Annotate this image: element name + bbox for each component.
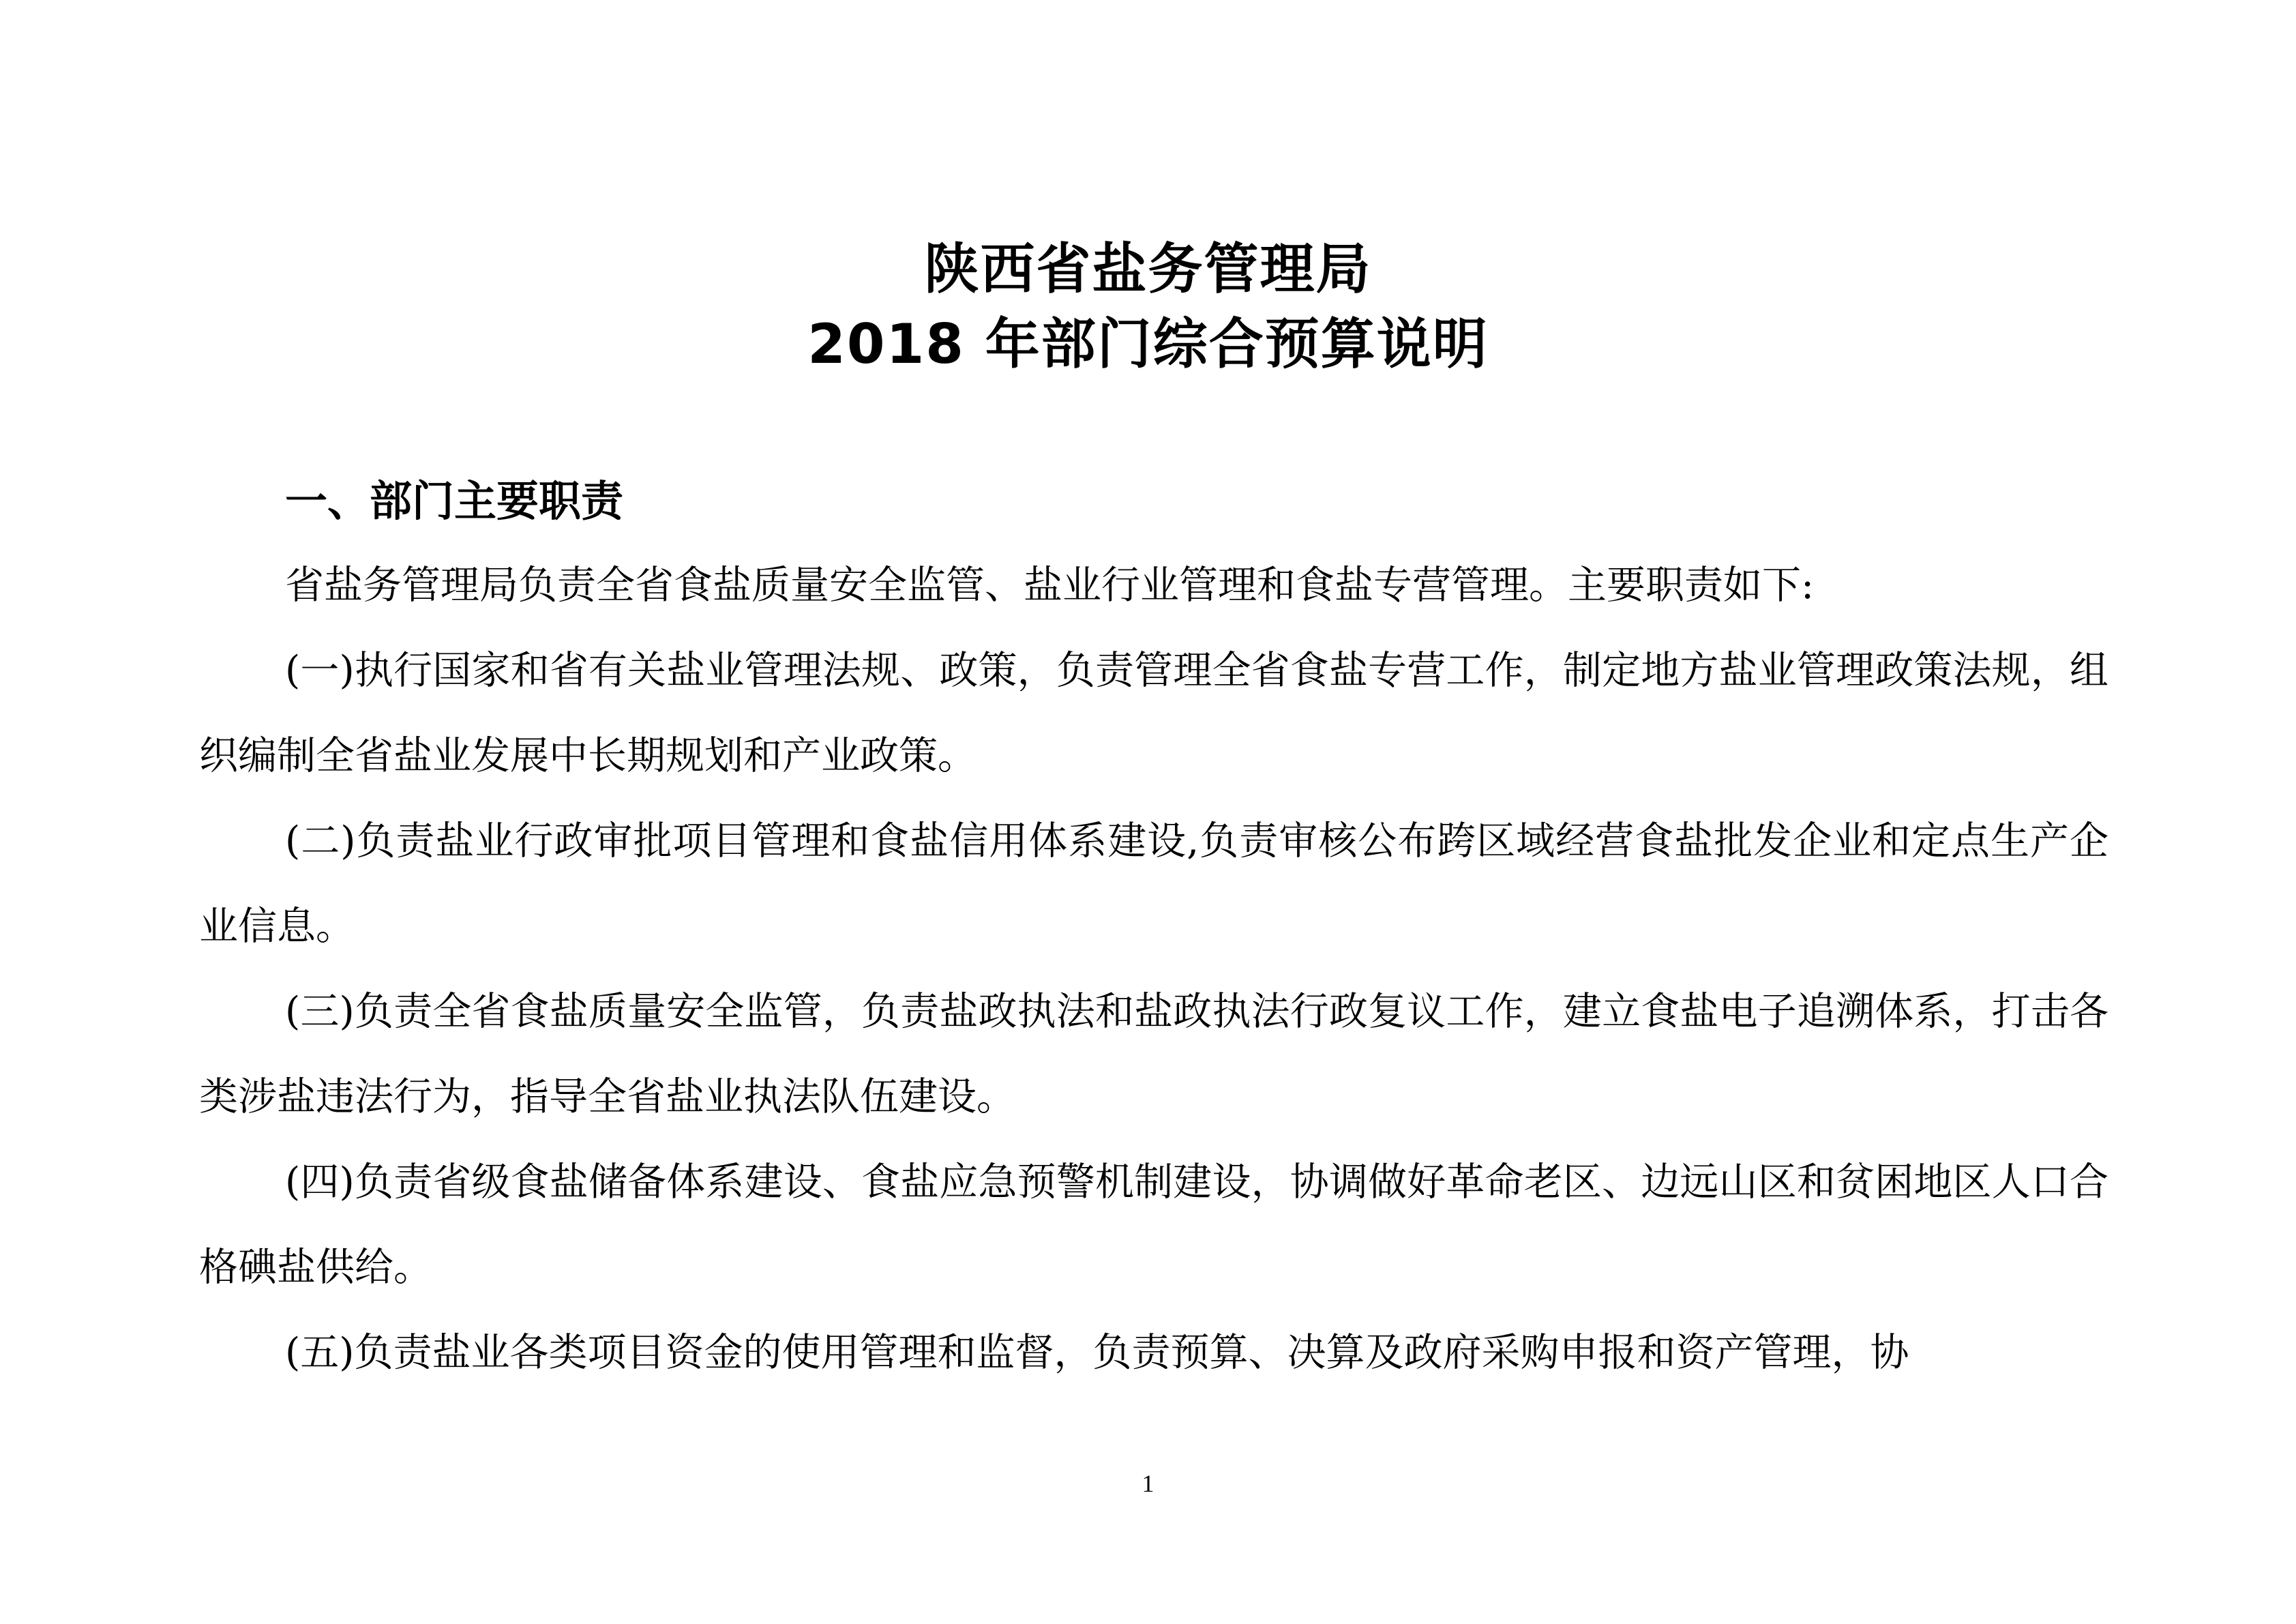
paragraph-duty-3: (三)负责全省食盐质量安全监管，负责盐政执法和盐政执法行政复议工作，建立食盐电子追溯体系，打击各类涉盐违法行为，指导全省盐业执法队伍建设。	[199, 989, 2108, 1119]
title-line-organization: 陕西省盐务管理局	[924, 237, 1372, 301]
body-text	[199, 543, 2108, 1396]
document-title	[0, 232, 2296, 382]
paragraph-duty-5: (五)负责盐业各类项目资金的使用管理和监督，负责预算、决算及政府采购申报和资产管理，协	[285, 1330, 1909, 1375]
page-number: 1	[1142, 1470, 1154, 1497]
paragraph-duty-2: (二)负责盐业行政审批项目管理和食盐信用体系建设,负责审核公布跨区域经营食盐批发企业和定点生产企业信息。	[199, 818, 2108, 949]
paragraph-duty-1: (一)执行国家和省有关盐业管理法规、政策，负责管理全省食盐专营工作，制定地方盐业管理政策法规，组织编制全省盐业发展中长期规划和产业政策。	[199, 648, 2108, 778]
title-line-budget: 2018 年部门综合预算说明	[807, 312, 1489, 376]
section-heading-main-duties: 一、部门主要职责	[285, 476, 624, 526]
paragraph-duty-4: (四)负责省级食盐储备体系建设、食盐应急预警机制建设，协调做好革命老区、边远山区和贫困地区人口合格碘盐供给。	[199, 1160, 2108, 1290]
paragraph-intro: 省盐务管理局负责全省食盐质量安全监管、盐业行业管理和食盐专营管理。主要职责如下:	[285, 563, 1815, 608]
